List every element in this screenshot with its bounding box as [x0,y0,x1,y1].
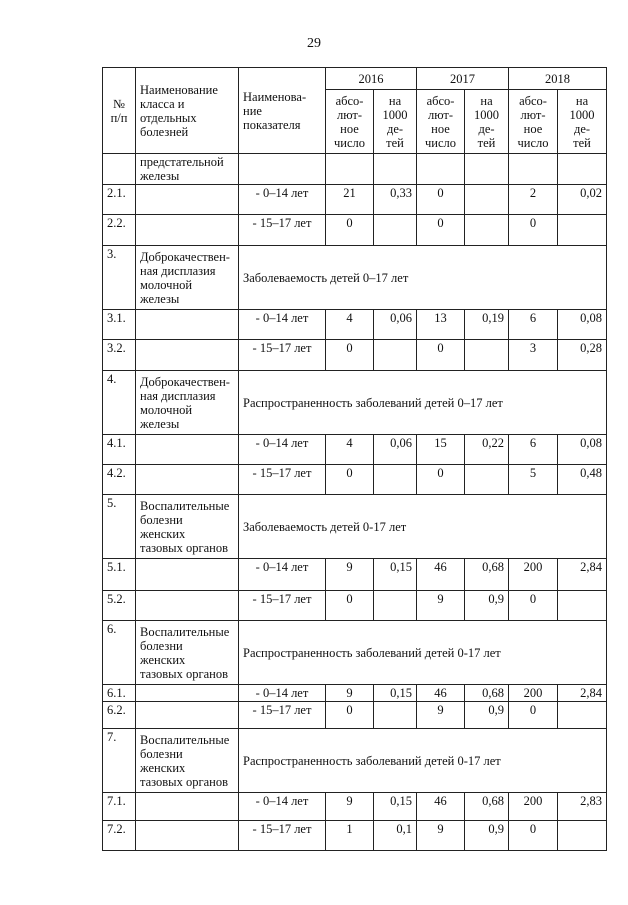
header-year-2017: 2017 [417,68,509,90]
value-per-1000: 0,15 [374,685,417,702]
section-row [103,621,607,685]
header-class-name: Наименование класса и отдельных болезней [136,68,239,154]
indicator-span: Заболеваемость детей 0–17 лет [239,246,607,310]
value-per-1000 [374,702,417,729]
row-number: 5.1. [103,559,136,591]
value-per-1000: 0,15 [374,793,417,821]
value-absolute: 21 [326,185,374,215]
value-per-1000: 2,84 [558,559,607,591]
section-row [103,246,607,310]
row-number: 6.1. [103,685,136,702]
table-row [103,591,607,621]
value-absolute: 4 [326,310,374,340]
value-absolute: 0 [326,591,374,621]
indicator: - 0–14 лет [239,685,326,702]
row-number: 2.1. [103,185,136,215]
cell-empty [136,685,239,702]
table-row [103,702,607,729]
value-absolute: 0 [326,340,374,371]
disease-name: Доброкачествен- ная дисплазия молочной железы [136,371,239,435]
cell-empty [136,702,239,729]
header-year-2018: 2018 [509,68,607,90]
value-absolute: 3 [509,340,558,371]
cell-empty [417,154,465,185]
value-per-1000 [465,215,509,246]
table-row [103,793,607,821]
value-absolute: 9 [326,685,374,702]
value-per-1000: 0,08 [558,310,607,340]
indicator: - 0–14 лет [239,310,326,340]
indicator: - 15–17 лет [239,591,326,621]
value-per-1000: 0,9 [465,591,509,621]
header-num: № п/п [103,68,136,154]
value-per-1000: 0,06 [374,310,417,340]
indicator: - 0–14 лет [239,793,326,821]
value-per-1000 [465,185,509,215]
value-per-1000 [374,465,417,495]
indicator-span: Распространенность заболеваний детей 0-17 лет [239,621,607,685]
value-absolute: 0 [326,465,374,495]
cell-empty [239,154,326,185]
row-number: 4. [103,371,136,435]
header-year-2016: 2016 [326,68,417,90]
cell-empty [374,154,417,185]
cell-empty [136,821,239,851]
value-absolute: 46 [417,793,465,821]
value-per-1000 [374,340,417,371]
value-absolute: 46 [417,685,465,702]
row-number: 5.2. [103,591,136,621]
disease-name: Воспалительные болезни женских тазовых органов [136,729,239,793]
header-per1000: на 1000 де- тей [465,90,509,154]
cell-empty [136,185,239,215]
cell-empty [136,215,239,246]
value-absolute: 9 [326,559,374,591]
value-per-1000: 0,1 [374,821,417,851]
value-per-1000: 0,15 [374,559,417,591]
row-number: 3. [103,246,136,310]
table-row [103,215,607,246]
cell-empty [136,465,239,495]
statistics-table [102,67,607,851]
page-number: 29 [307,36,321,51]
value-absolute: 6 [509,435,558,465]
value-per-1000: 0,02 [558,185,607,215]
value-per-1000: 0,19 [465,310,509,340]
value-per-1000 [465,340,509,371]
value-per-1000: 0,68 [465,685,509,702]
cell-empty [136,793,239,821]
cell-empty [558,154,607,185]
value-per-1000: 0,9 [465,821,509,851]
value-per-1000: 0,68 [465,559,509,591]
table-row [103,821,607,851]
value-absolute: 1 [326,821,374,851]
value-per-1000: 2,84 [558,685,607,702]
row-number: 3.1. [103,310,136,340]
value-absolute: 9 [326,793,374,821]
row-number: 3.2. [103,340,136,371]
table-row [103,685,607,702]
value-absolute: 9 [417,702,465,729]
cell-empty [136,310,239,340]
value-per-1000: 0,68 [465,793,509,821]
value-absolute: 9 [417,821,465,851]
value-absolute: 0 [417,215,465,246]
row-number: 2.2. [103,215,136,246]
value-absolute: 5 [509,465,558,495]
value-per-1000 [374,215,417,246]
value-per-1000: 0,28 [558,340,607,371]
indicator: - 0–14 лет [239,435,326,465]
value-absolute: 0 [417,465,465,495]
row-number: 4.1. [103,435,136,465]
table-row [103,435,607,465]
row-number: 4.2. [103,465,136,495]
value-absolute: 46 [417,559,465,591]
row-number: 6. [103,621,136,685]
cell-empty [103,154,136,185]
value-per-1000: 0,06 [374,435,417,465]
indicator: - 0–14 лет [239,559,326,591]
header-abs: абсо- лют- ное число [417,90,465,154]
cell-empty [136,340,239,371]
row-number: 7. [103,729,136,793]
value-absolute: 0 [509,591,558,621]
table-row [103,340,607,371]
section-row [103,729,607,793]
value-absolute: 0 [417,185,465,215]
table-row [103,465,607,495]
value-per-1000 [374,591,417,621]
value-per-1000 [465,465,509,495]
indicator: - 15–17 лет [239,702,326,729]
value-absolute: 0 [326,215,374,246]
cell-empty [136,559,239,591]
header-abs: абсо- лют- ное число [509,90,558,154]
value-absolute: 0 [509,702,558,729]
value-absolute: 0 [509,215,558,246]
indicator: - 15–17 лет [239,465,326,495]
value-absolute: 9 [417,591,465,621]
value-absolute: 2 [509,185,558,215]
value-absolute: 0 [417,340,465,371]
disease-name: Воспалительные болезни женских тазовых органов [136,621,239,685]
row-number: 5. [103,495,136,559]
value-absolute: 200 [509,559,558,591]
indicator-span: Распространенность заболеваний детей 0–17 лет [239,371,607,435]
indicator-span: Заболеваемость детей 0-17 лет [239,495,607,559]
disease-name: Доброкачествен- ная дисплазия молочной железы [136,246,239,310]
value-absolute: 200 [509,685,558,702]
disease-name: Воспалительные болезни женских тазовых органов [136,495,239,559]
cell-empty [136,435,239,465]
value-per-1000 [558,591,607,621]
value-absolute: 6 [509,310,558,340]
table-row [103,559,607,591]
value-absolute: 200 [509,793,558,821]
indicator: - 15–17 лет [239,340,326,371]
indicator: - 15–17 лет [239,821,326,851]
value-per-1000 [558,215,607,246]
value-absolute: 15 [417,435,465,465]
value-per-1000: 0,48 [558,465,607,495]
value-per-1000: 0,9 [465,702,509,729]
value-per-1000: 0,08 [558,435,607,465]
cell-empty [465,154,509,185]
section-row [103,371,607,435]
indicator: - 15–17 лет [239,215,326,246]
header-per1000: на 1000 де- тей [374,90,417,154]
row-number: 6.2. [103,702,136,729]
value-absolute: 0 [509,821,558,851]
indicator-span: Распространенность заболеваний детей 0-17 лет [239,729,607,793]
cell-empty [136,591,239,621]
cell-empty [326,154,374,185]
indicator: - 0–14 лет [239,185,326,215]
value-absolute: 0 [326,702,374,729]
value-per-1000 [558,702,607,729]
value-absolute: 4 [326,435,374,465]
value-absolute: 13 [417,310,465,340]
row-number: 7.1. [103,793,136,821]
cell-empty [509,154,558,185]
value-per-1000: 0,22 [465,435,509,465]
value-per-1000: 2,83 [558,793,607,821]
header-indicator: Наименова- ние показателя [239,68,326,154]
value-per-1000: 0,33 [374,185,417,215]
continuation-name: предстательной железы [136,154,239,185]
section-row [103,495,607,559]
table-row [103,185,607,215]
header-per1000: на 1000 де- тей [558,90,607,154]
row-number: 7.2. [103,821,136,851]
header-abs: абсо- лют- ное число [326,90,374,154]
table-row [103,310,607,340]
value-per-1000 [558,821,607,851]
